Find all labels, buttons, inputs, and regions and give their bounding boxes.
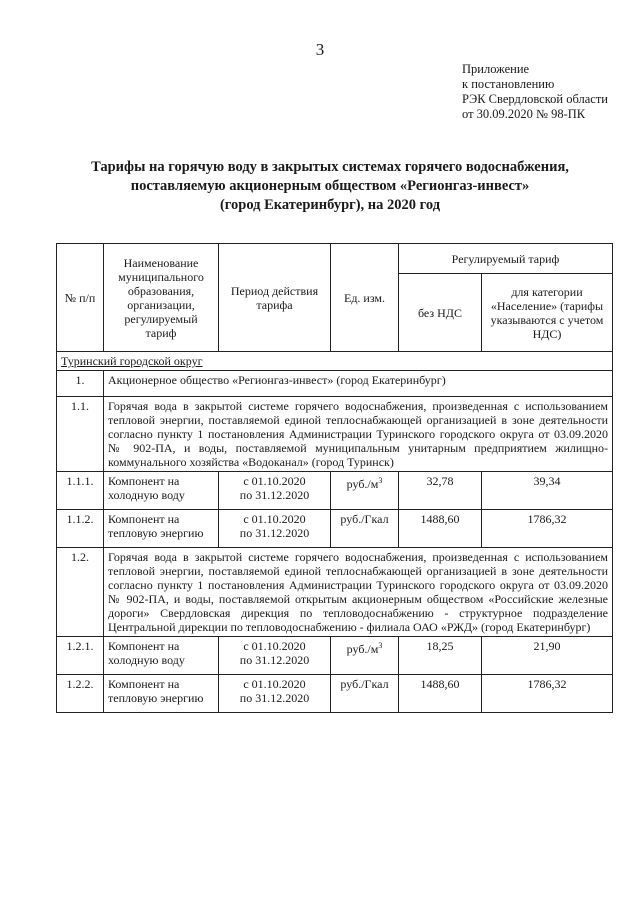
header-name: Наименование муниципального образования, организации, регулируемый тариф	[104, 244, 219, 352]
value-no-vat: 1488,60	[399, 675, 482, 713]
value-no-vat: 18,25	[399, 637, 482, 675]
row-text: Акционерное общество «Регионгаз-инвест» (город Екатеринбург)	[104, 371, 613, 397]
unit-cell	[331, 637, 399, 675]
component-name: Компонент на холодную воду	[104, 637, 219, 675]
period-from: с 01.10.2020	[243, 512, 306, 526]
row-num: 1.1.2.	[57, 510, 104, 548]
unit-sup: 3	[378, 641, 383, 650]
section-title: Туринский городской округ	[57, 352, 613, 371]
row-num: 1.1.1.	[57, 472, 104, 510]
value-population: 1786,32	[482, 510, 613, 548]
table-row	[57, 548, 613, 637]
period-to: по 31.12.2020	[239, 653, 310, 667]
header-regulated-tariff: Регулируемый тариф	[399, 244, 613, 274]
appendix-line: Приложение	[462, 62, 530, 76]
row-text: Горячая вода в закрытой системе горячего водоснабжения, произведенная с использованием тепловой энергии, поставляемой единой теплоснабжающей организацией в зоне деятельности согласно пункту 1 постановления Администрации Туринского городского округа от 03.09.2020 № 902-ПА, и воды, поставляемой муниципальным унитарным предприятием жилищно-коммунального хозяйства «Водоканал» (город Туринск)	[104, 397, 613, 472]
header-population: для категории «Население» (тарифы указываются с учетом НДС)	[482, 274, 613, 352]
unit-text: руб./Гкал	[331, 675, 399, 713]
section-row	[57, 352, 613, 371]
period-from: с 01.10.2020	[243, 639, 306, 653]
row-num: 1.2.2.	[57, 675, 104, 713]
title-line: поставляемую акционерным обществом «Регионгаз-инвест»	[130, 178, 530, 194]
unit-cell	[331, 472, 399, 510]
title-line: Тарифы на горячую воду в закрытых системах горячего водоснабжения,	[91, 159, 569, 175]
period-cell	[219, 675, 331, 713]
unit-text: руб./м	[346, 477, 379, 491]
title-line: (город Екатеринбург), на 2020 год	[219, 197, 441, 213]
header-no-vat: без НДС	[399, 274, 482, 352]
unit-text: руб./Гкал	[331, 510, 399, 548]
table-row	[57, 675, 613, 713]
table-row	[57, 397, 613, 472]
row-text: Горячая вода в закрытой системе горячего водоснабжения, произведенная с использованием тепловой энергии, поставляемой единой теплоснабжающей организацией в зоне деятельности согласно пункту 1 постановления Администрации Туринского городского округа от 03.09.2020 № 902-ПА, и воды, поставляемой открытым акционерным обществом «Российские железные дороги» Свердловская дирекция по тепловодоснабжению - структурное подразделение Центральной дирекции по тепловодоснабжению - филиала ОАО «РЖД» (город Екатеринбург)	[104, 548, 613, 637]
period-from: с 01.10.2020	[243, 474, 306, 488]
header-num: № п/п	[57, 244, 104, 352]
value-no-vat: 1488,60	[399, 510, 482, 548]
row-num: 1.	[57, 371, 104, 397]
period-cell	[219, 472, 331, 510]
period-from: с 01.10.2020	[243, 677, 306, 691]
period-to: по 31.12.2020	[239, 488, 310, 502]
value-population: 21,90	[482, 637, 613, 675]
period-cell	[219, 510, 331, 548]
row-num: 1.1.	[57, 397, 104, 472]
appendix-line: РЭК Свердловской области	[462, 92, 608, 106]
value-no-vat: 32,78	[399, 472, 482, 510]
table-row	[57, 510, 613, 548]
table-row	[57, 472, 613, 510]
row-num: 1.2.	[57, 548, 104, 637]
component-name: Компонент на тепловую энергию	[104, 510, 219, 548]
appendix-line: к постановлению	[462, 77, 555, 91]
table-row	[57, 637, 613, 675]
row-num: 1.2.1.	[57, 637, 104, 675]
value-population: 1786,32	[482, 675, 613, 713]
table-row	[57, 371, 613, 397]
period-to: по 31.12.2020	[239, 526, 310, 540]
header-unit: Ед. изм.	[331, 244, 399, 352]
value-population: 39,34	[482, 472, 613, 510]
unit-sup: 3	[378, 476, 383, 485]
document-title	[60, 158, 600, 215]
component-name: Компонент на холодную воду	[104, 472, 219, 510]
appendix-line: от 30.09.2020 № 98-ПК	[462, 107, 586, 121]
period-cell	[219, 637, 331, 675]
page-number: 3	[315, 40, 325, 59]
appendix-note	[462, 62, 608, 122]
header-period: Период действия тарифа	[219, 244, 331, 352]
component-name: Компонент на тепловую энергию	[104, 675, 219, 713]
tariff-table	[56, 243, 613, 713]
period-to: по 31.12.2020	[239, 691, 310, 705]
unit-text: руб./м	[346, 642, 379, 656]
